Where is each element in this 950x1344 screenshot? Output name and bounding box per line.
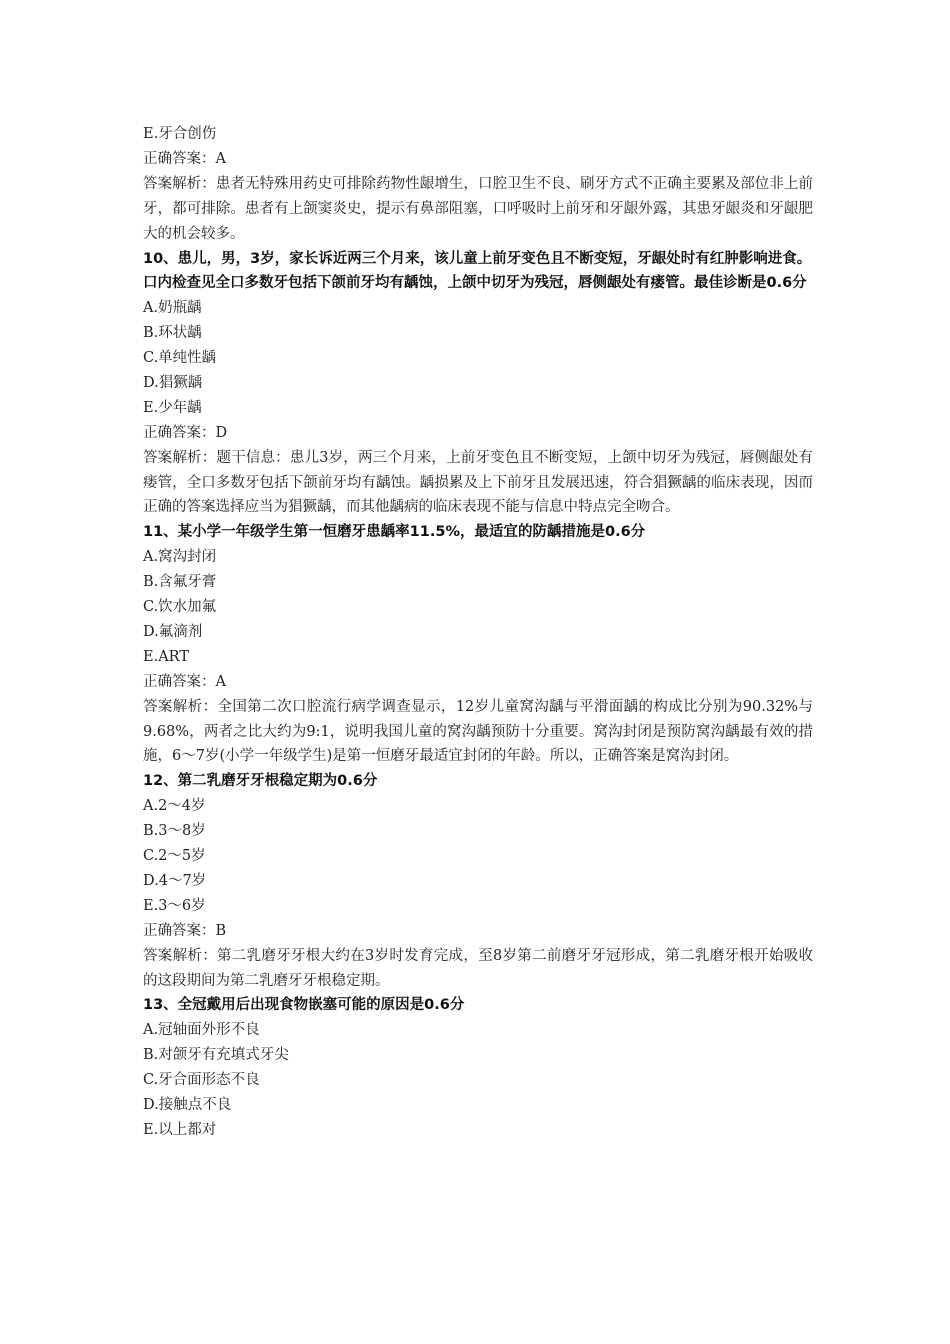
option-c: C.饮水加氟	[143, 599, 217, 616]
correct-answer: 正确答案：A	[143, 673, 226, 690]
option-c: C.牙合面形态不良	[143, 1072, 260, 1089]
correct-answer: 正确答案：B	[143, 922, 227, 939]
option-d: D.猖獗龋	[143, 374, 203, 391]
question-11	[143, 520, 813, 769]
question-stem: 13、全冠戴用后出现食物嵌塞可能的原因是0.6分	[143, 997, 465, 1014]
option-d: D.接触点不良	[143, 1096, 232, 1113]
option-b: B.对颌牙有充填式牙尖	[143, 1047, 289, 1064]
option-a: A.窝沟封闭	[143, 549, 217, 566]
option-d: D.4～7岁	[143, 872, 207, 889]
option-e: E.以上都对	[143, 1121, 217, 1138]
option-b: B.含氟牙膏	[143, 574, 217, 591]
option-a: A.奶瓶龋	[143, 300, 202, 317]
option-e: E.ART	[143, 648, 189, 665]
document-page	[143, 122, 813, 1143]
answer-explanation: 答案解析：全国第二次口腔流行病学调查显示，12岁儿童窝沟龋与平滑面龋的构成比分别为90.32%与9.68%，两者之比大约为9:1，说明我国儿童的窝沟龋预防十分重要。窝沟封闭是预防窝沟龋最有效的措施，6～7岁(小学一年级学生)是第一恒磨牙最适宜封闭的年龄。所以，正确答案是窝沟封闭。	[143, 698, 813, 765]
option-a: A.2～4岁	[143, 798, 206, 815]
option-d: D.氟滴剂	[143, 623, 203, 640]
question-stem: 12、第二乳磨牙牙根稳定期为0.6分	[143, 773, 378, 790]
option-b: B.3～8岁	[143, 823, 206, 840]
question-stem: 11、某小学一年级学生第一恒磨牙患龋率11.5%，最适宜的防龋措施是0.6分	[143, 524, 646, 541]
prev-explanation: 答案解析：患者无特殊用药史可排除药物性龈增生，口腔卫生不良、刷牙方式不正确主要累及部位非上前牙，都可排除。患者有上颌窦炎史，提示有鼻部阻塞，口呼吸时上前牙和牙龈外露，其患牙龈炎和牙龈肥大的机会较多。	[143, 175, 813, 242]
prev-answer: 正确答案：A	[143, 150, 226, 167]
prev-option-e: E.牙合创伤	[143, 126, 217, 142]
option-e: E.少年龋	[143, 399, 202, 416]
option-b: B.环状龋	[143, 325, 202, 342]
question-12	[143, 769, 813, 993]
option-c: C.2～5岁	[143, 848, 206, 865]
question-stem: 10、患儿，男，3岁，家长诉近两三个月来，该儿童上前牙变色且不断变短，牙龈处时有红肿影响进食。口内检查见全口多数牙包括下颌前牙均有龋蚀，上颌中切牙为残冠，唇侧龈处有瘘管。最佳诊断是0.6分	[143, 250, 812, 292]
question-10	[143, 247, 813, 521]
answer-explanation: 答案解析：第二乳磨牙牙根大约在3岁时发育完成，至8岁第二前磨牙牙冠形成，第二乳磨牙根开始吸收的这段期间为第二乳磨牙牙根稳定期。	[143, 947, 813, 989]
question-13	[143, 993, 813, 1142]
answer-explanation: 答案解析：题干信息：患儿3岁，两三个月来，上前牙变色且不断变短，上颌中切牙为残冠，唇侧龈处有瘘管，全口多数牙包括下颌前牙均有龋蚀。龋损累及上下前牙且发展迅速，符合猖獗龋的临床表现，因而正确的答案选择应当为猖獗龋，而其他龋病的临床表现不能与信息中特点完全吻合。	[143, 449, 813, 516]
option-a: A.冠轴面外形不良	[143, 1022, 260, 1039]
correct-answer: 正确答案：D	[143, 424, 228, 441]
option-c: C.单纯性龋	[143, 350, 217, 367]
option-e: E.3～6岁	[143, 897, 206, 914]
